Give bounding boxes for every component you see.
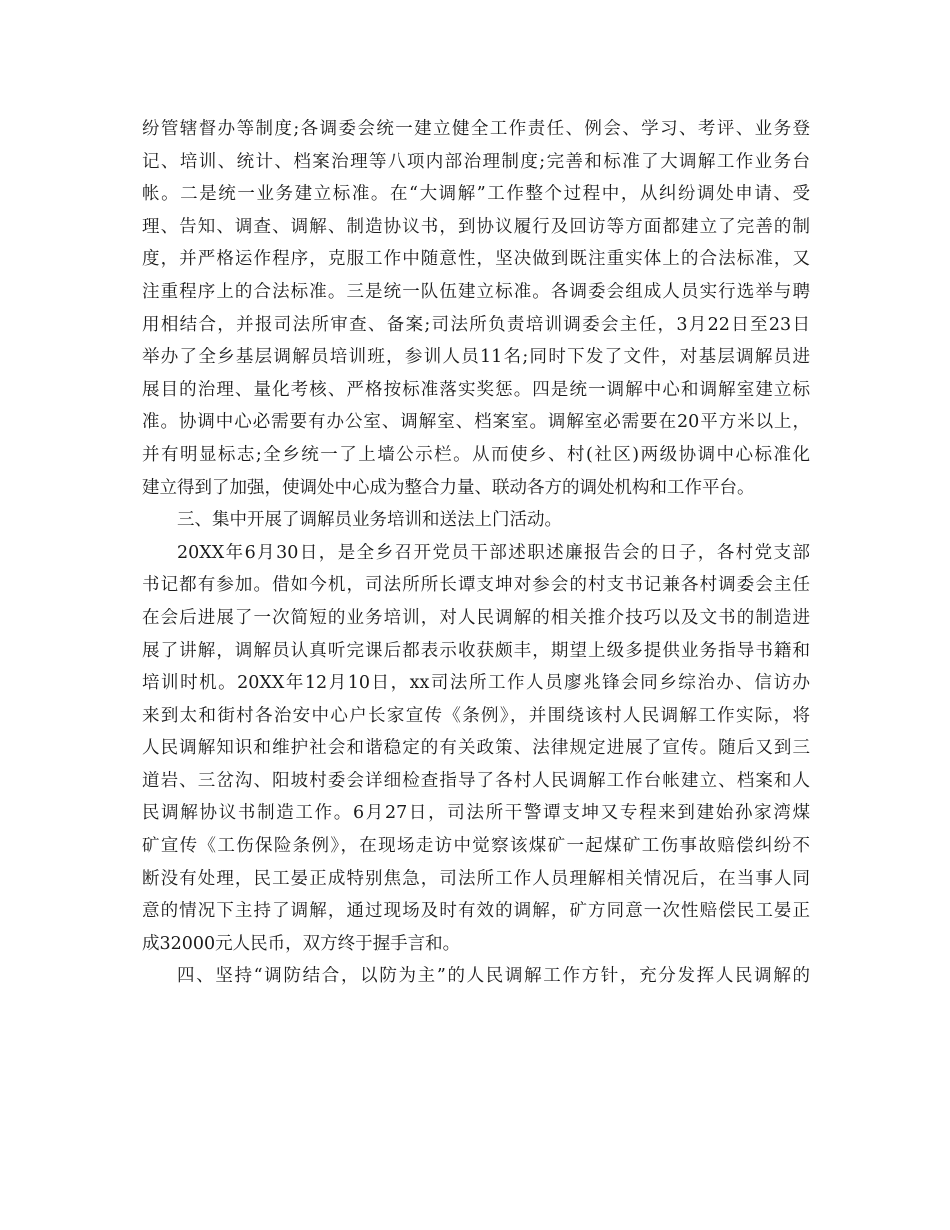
text-line: 注重程序上的合法标准。三是统一队伍建立标准。各调委会组成人员实行选举与聘 [142, 281, 810, 302]
text-line: 来到太和街村各治安中心户长家宣传《条例》，并围绕该村人民调解工作实际，将 [142, 705, 810, 726]
text-line: 20XX年6月30日，是全乡召开党员干部述职述廉报告会的日子，各村党支部 [177, 542, 810, 563]
text-line: 意的情况下主持了调解，通过现场及时有效的调解，矿方同意一次性赔偿民工晏正 [142, 901, 810, 922]
text-line: 记、培训、统计、档案治理等八项内部治理制度;完善和标准了大调解工作业务台 [142, 151, 810, 172]
text-line: 理、告知、调查、调解、制造协议书，到协议履行及回访等方面都建立了完善的制 [142, 216, 810, 237]
section-heading: 四、坚持“调防结合，以防为主”的人民调解工作方针，充分发挥人民调解的 [177, 966, 810, 987]
document-body [142, 113, 810, 993]
text-line: 成32000元人民币，双方终于握手言和。 [142, 933, 461, 954]
text-line: 培训时机。20XX年12月10日，xx司法所工作人员廖兆锋会同乡综治办、信访办 [142, 673, 810, 694]
text-line: 纷管辖督办等制度;各调委会统一建立健全工作责任、例会、学习、考评、业务登 [142, 119, 810, 139]
text-line: 书记都有参加。借如今机，司法所所长谭支坤对参会的村支书记兼各村调委会主任 [142, 575, 810, 596]
section-heading: 三、集中开展了调解员业务培训和送法上门活动。 [177, 510, 562, 531]
text-line: 断没有处理，民工晏正成特别焦急，司法所工作人员理解相关情况后，在当事人同 [142, 868, 810, 889]
text-line: 在会后进展了一次简短的业务培训，对人民调解的相关推介技巧以及文书的制造进 [142, 607, 810, 628]
text-line: 并有明显标志;全乡统一了上墙公示栏。从而使乡、村(社区)两级协调中心标准化 [142, 444, 810, 465]
text-line: 展目的治理、量化考核、严格按标准落实奖惩。四是统一调解中心和调解室建立标 [142, 379, 810, 400]
text-line: 准。协调中心必需要有办公室、调解室、档案室。调解室必需要在20平方米以上， [142, 412, 810, 433]
text-line: 举办了全乡基层调解员培训班，参训人员11名;同时下发了文件，对基层调解员进 [142, 347, 810, 368]
text-line: 民调解协议书制造工作。6月27日，司法所干警谭支坤又专程来到建始孙家湾煤 [142, 803, 810, 824]
text-line: 度，并严格运作程序，克服工作中随意性，坚决做到既注重实体上的合法标准，又 [142, 249, 810, 270]
text-line: 矿宣传《工伤保险条例》，在现场走访中觉察该煤矿一起煤矿工伤事故赔偿纠纷不 [142, 836, 810, 857]
text-line: 人民调解知识和维护社会和谐稳定的有关政策、法律规定进展了宣传。随后又到三 [142, 738, 810, 759]
text-line: 道岩、三岔沟、阳坡村委会详细检查指导了各村人民调解工作台帐建立、档案和人 [142, 770, 810, 791]
text-line: 展了讲解，调解员认真听完课后都表示收获颇丰，期望上级多提供业务指导书籍和 [142, 640, 810, 661]
text-line: 建立得到了加强，使调处中心成为整合力量、联动各方的调处机构和工作平台。 [142, 477, 755, 498]
text-line: 用相结合，并报司法所审查、备案;司法所负责培训调委会主任，3月22日至23日 [142, 314, 810, 335]
text-line: 帐。二是统一业务建立标准。在“大调解”工作整个过程中，从纠纷调处申请、受 [142, 184, 810, 205]
